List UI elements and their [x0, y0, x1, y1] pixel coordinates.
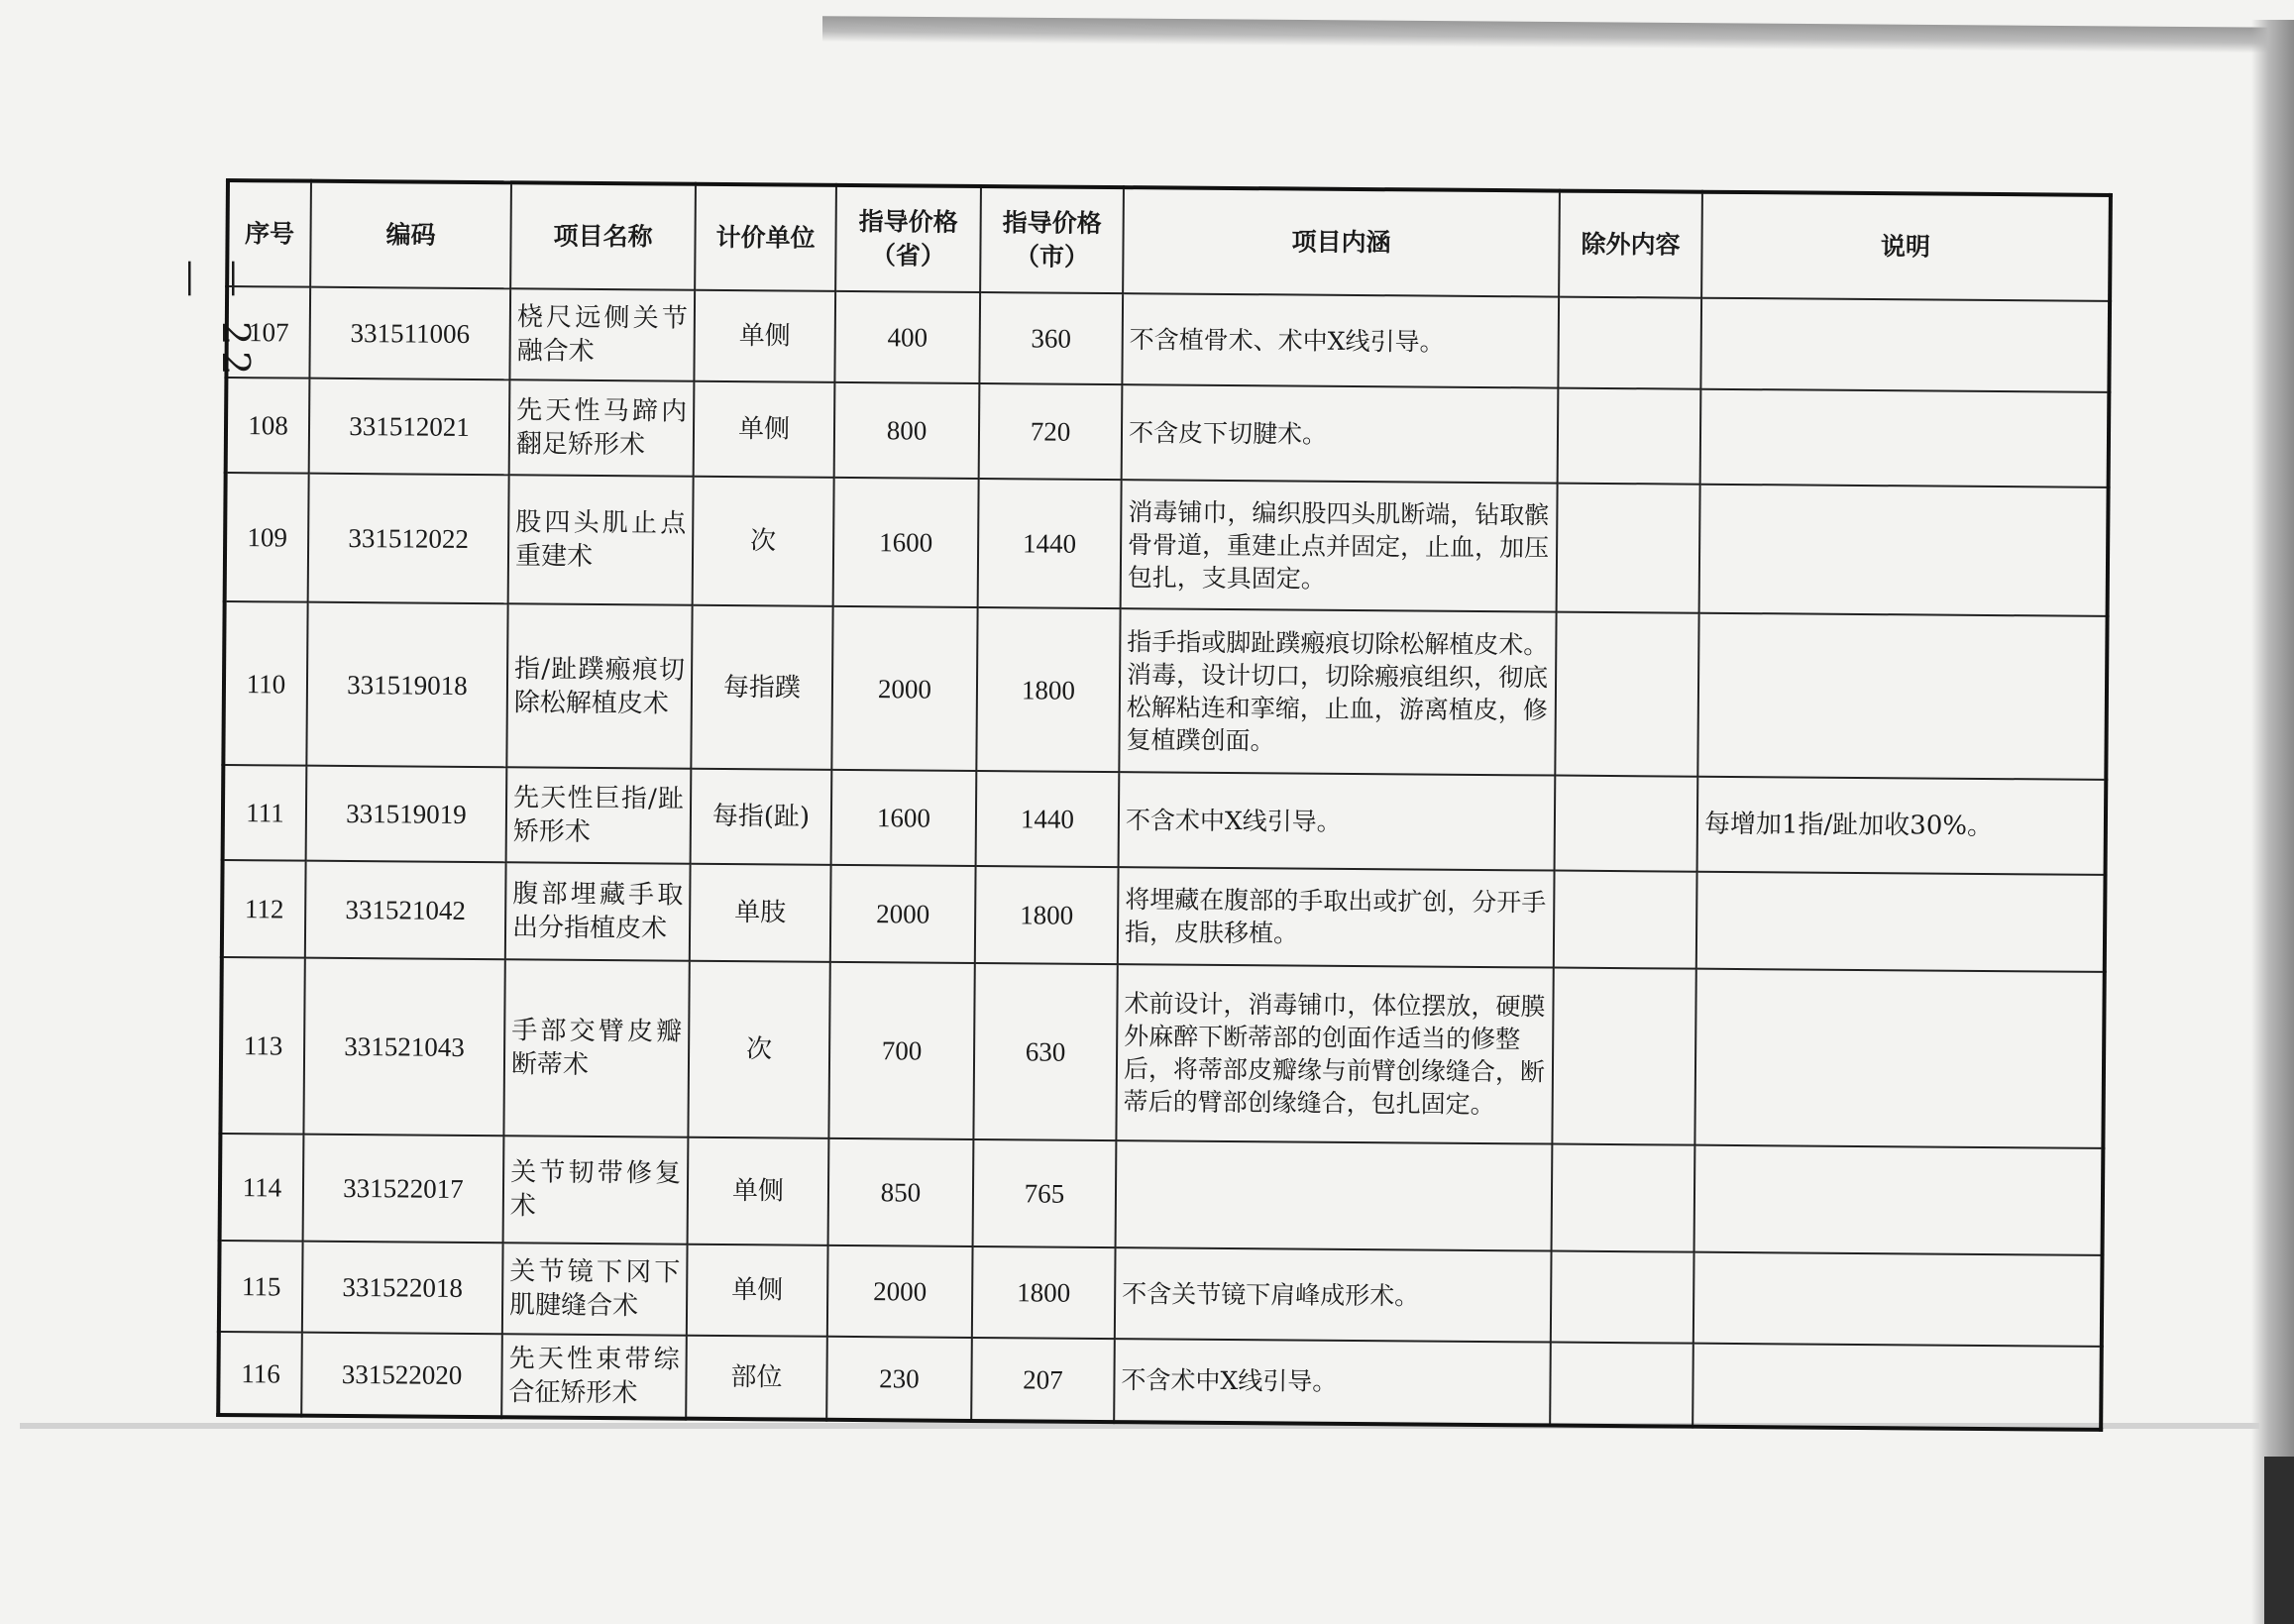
cell-code: 331512022 — [308, 474, 509, 604]
table-row — [219, 1241, 2103, 1347]
cell-price-city: 1440 — [976, 771, 1120, 867]
cell-code: 331512021 — [309, 379, 510, 476]
cell-price-city: 1440 — [978, 479, 1122, 608]
cell-code: 331522018 — [302, 1242, 503, 1335]
cell-name: 腹部埋藏手取出分指植皮术 — [505, 862, 691, 960]
cell-content: 指手指或脚趾蹼瘢痕切除松解植皮术。消毒，设计切口，切除瘢痕组织，彻底松解粘连和挛缩，止血，游离植皮，修复植蹼创面。 — [1119, 608, 1556, 775]
cell-price-province: 700 — [828, 962, 974, 1139]
price-table-container — [216, 178, 2109, 1462]
cell-no: 111 — [223, 765, 307, 861]
table-row — [223, 765, 2107, 875]
cell-unit: 次 — [693, 477, 834, 606]
cell-no: 114 — [220, 1134, 304, 1242]
cell-unit: 单侧 — [694, 290, 835, 382]
cell-content: 术前设计，消毒铺巾，体位摆放，硬膜外麻醉下断蒂部的创面作适当的修整后，将蒂部皮瓣缘与前臂创缘缝合，断蒂后的臂部创缘缝合，包扎固定。 — [1116, 964, 1553, 1143]
cell-note — [1699, 485, 2109, 616]
header-code: 编码 — [310, 181, 511, 289]
cell-exclusion — [1552, 968, 1695, 1145]
cell-price-province: 400 — [834, 291, 980, 383]
cell-no: 112 — [222, 860, 306, 958]
cell-code: 331521043 — [303, 958, 504, 1137]
table-header-row — [227, 180, 2111, 301]
cell-unit: 单侧 — [688, 1137, 829, 1245]
cell-price-province: 2000 — [830, 865, 976, 963]
header-price-city: 指导价格（市） — [980, 186, 1124, 293]
cell-price-city: 1800 — [972, 1246, 1116, 1339]
header-no: 序号 — [227, 180, 311, 287]
cell-price-city: 1800 — [975, 866, 1119, 964]
cell-price-province: 850 — [828, 1138, 974, 1246]
table-row — [222, 860, 2106, 972]
table-row — [220, 1134, 2104, 1255]
cell-no: 109 — [225, 473, 309, 602]
header-name: 项目名称 — [510, 182, 696, 289]
cell-unit: 单肢 — [690, 864, 831, 962]
cell-price-city: 207 — [971, 1338, 1115, 1422]
cell-price-province: 230 — [826, 1337, 972, 1421]
cell-note: 每增加1指/趾加收30%。 — [1697, 777, 2107, 875]
cell-name: 先天性束带综合征矫形术 — [501, 1334, 687, 1418]
cell-note — [1696, 872, 2106, 972]
cell-no: 107 — [226, 286, 310, 379]
cell-note — [1700, 298, 2110, 392]
cell-content: 不含皮下切腱术。 — [1122, 384, 1559, 483]
cell-price-city: 720 — [979, 383, 1123, 480]
table-row — [218, 1332, 2102, 1430]
cell-name: 指/趾蹼瘢痕切除松解植皮术 — [506, 603, 692, 768]
cell-exclusion — [1558, 297, 1701, 389]
cell-content: 消毒铺巾，编织股四头肌断端，钻取髌骨骨道，重建止点并固定，止血，加压包扎，支具固定。 — [1121, 480, 1558, 611]
cell-name: 关节镜下冈下肌腱缝合术 — [502, 1243, 688, 1335]
cell-no: 116 — [218, 1332, 302, 1416]
cell-content — [1116, 1140, 1553, 1250]
cell-exclusion — [1558, 388, 1701, 485]
table-row — [220, 957, 2104, 1148]
cell-note — [1694, 969, 2104, 1148]
cell-name: 先天性马蹄内翻足矫形术 — [509, 379, 695, 476]
cell-price-province: 2000 — [831, 606, 977, 771]
cell-name: 关节韧带修复术 — [503, 1136, 689, 1244]
table-row — [223, 601, 2107, 780]
cell-name: 桡尺远侧关节融合术 — [509, 288, 695, 380]
cell-name: 股四头肌止点重建术 — [508, 475, 694, 604]
header-unit: 计价单位 — [695, 184, 836, 291]
table-row — [225, 473, 2109, 616]
header-price-province: 指导价格（省） — [835, 185, 981, 292]
price-table — [216, 178, 2113, 1432]
cell-content: 不含术中X线引导。 — [1119, 772, 1556, 870]
scan-shadow-right — [2251, 20, 2294, 1624]
cell-price-city: 1800 — [976, 607, 1120, 772]
cell-unit: 每指(趾) — [691, 769, 832, 865]
cell-content: 不含植骨术、术中X线引导。 — [1122, 293, 1559, 387]
cell-exclusion — [1555, 776, 1698, 872]
header-exclusion: 除外内容 — [1559, 191, 1702, 298]
cell-unit: 次 — [688, 961, 829, 1138]
cell-price-province: 2000 — [827, 1245, 973, 1338]
cell-exclusion — [1555, 612, 1698, 777]
cell-note — [1697, 613, 2107, 780]
header-note: 说明 — [1701, 192, 2111, 301]
cell-note — [1694, 1145, 2104, 1255]
cell-no: 108 — [226, 378, 310, 474]
cell-content: 不含术中X线引导。 — [1114, 1339, 1551, 1425]
cell-unit: 单侧 — [694, 381, 835, 478]
cell-name: 手部交臂皮瓣断蒂术 — [503, 959, 689, 1137]
cell-note — [1700, 389, 2110, 487]
scan-shadow-top — [822, 16, 2289, 54]
scan-shadow-corner — [2264, 1457, 2294, 1624]
cell-content: 将埋藏在腹部的手取出或扩创，分开手指，皮肤移植。 — [1118, 867, 1555, 967]
cell-no: 110 — [223, 601, 307, 766]
cell-price-city: 360 — [979, 292, 1123, 384]
cell-code: 331521042 — [305, 861, 506, 960]
cell-code: 331522020 — [301, 1333, 502, 1418]
cell-exclusion — [1552, 1144, 1695, 1252]
table-row — [226, 378, 2110, 487]
cell-price-province: 800 — [834, 382, 980, 479]
cell-price-province: 1600 — [831, 770, 977, 866]
cell-code: 331519019 — [306, 766, 507, 863]
cell-exclusion — [1554, 871, 1697, 969]
cell-exclusion — [1557, 484, 1700, 613]
cell-name: 先天性巨指/趾矫形术 — [506, 767, 692, 863]
cell-exclusion — [1551, 1251, 1694, 1344]
page-number: — 22 — — [170, 260, 258, 381]
cell-price-city: 630 — [973, 963, 1117, 1140]
cell-code: 331522017 — [303, 1135, 504, 1244]
cell-unit: 部位 — [686, 1336, 827, 1420]
cell-price-city: 765 — [973, 1139, 1117, 1247]
cell-note — [1693, 1344, 2102, 1430]
header-content: 项目内涵 — [1123, 187, 1560, 296]
cell-price-province: 1600 — [833, 478, 979, 607]
cell-exclusion — [1550, 1343, 1693, 1427]
cell-note — [1693, 1252, 2103, 1347]
cell-unit: 单侧 — [687, 1245, 828, 1337]
cell-unit: 每指蹼 — [691, 605, 832, 770]
cell-code: 331511006 — [309, 287, 510, 380]
cell-no: 113 — [220, 957, 304, 1135]
cell-no: 115 — [219, 1241, 303, 1333]
cell-content: 不含关节镜下肩峰成形术。 — [1115, 1247, 1552, 1342]
cell-code: 331519018 — [306, 602, 507, 768]
table-row — [226, 286, 2110, 392]
